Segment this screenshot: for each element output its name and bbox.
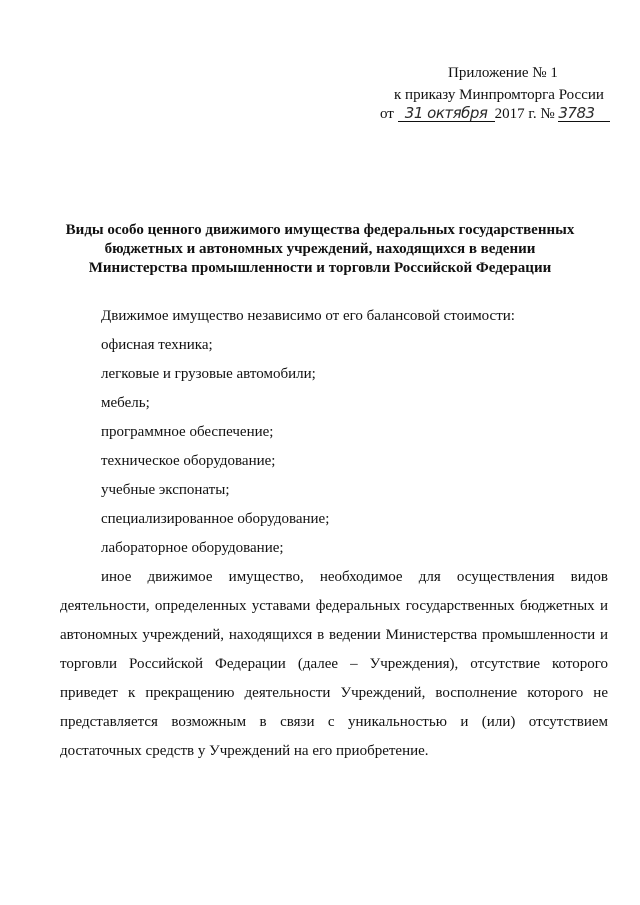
date-prefix: от — [380, 106, 394, 122]
document-body — [60, 302, 608, 766]
list-item: лабораторное оборудование; — [101, 540, 284, 556]
appendix-number: Приложение № 1 — [448, 65, 558, 81]
list-item: офисная техника; — [101, 337, 213, 353]
list-item: учебные экспонаты; — [101, 482, 230, 498]
handwritten-date: 31 октября — [398, 105, 495, 122]
list-item: программное обеспечение; — [101, 424, 274, 440]
list-item: мебель; — [101, 395, 150, 411]
date-year: 2017 г. № — [494, 106, 555, 122]
list-item: специализированное оборудование; — [101, 511, 330, 527]
final-paragraph: иное движимое имущество, необходимое для осуществления видов деятельности, определенных уставами федеральных государственных бюджетных и автономных учреждений, находящихся в ведении Министерства промышленности и торговли Российской Федерации (далее – Учреждения), отсутствие которого приведет к прекращению деятельности Учреждений, восполнение которого не представляется возможным в связи с уникальностью и (или) отсутствием достаточных средств у Учреждений на его приобретение. — [60, 569, 608, 759]
document-title: Виды особо ценного движимого имущества федеральных государственных бюджетных и автономных учреждений, находящихся в ведении Министерства промышленности и торговли Российской Федерации — [65, 222, 575, 276]
list-item: техническое оборудование; — [101, 453, 276, 469]
intro-text: Движимое имущество независимо от его балансовой стоимости: — [101, 308, 515, 324]
order-reference: к приказу Минпромторга России — [394, 87, 604, 103]
list-item: легковые и грузовые автомобили; — [101, 366, 316, 382]
handwritten-order-number: 3783 — [558, 105, 610, 122]
order-date-line — [380, 105, 610, 124]
